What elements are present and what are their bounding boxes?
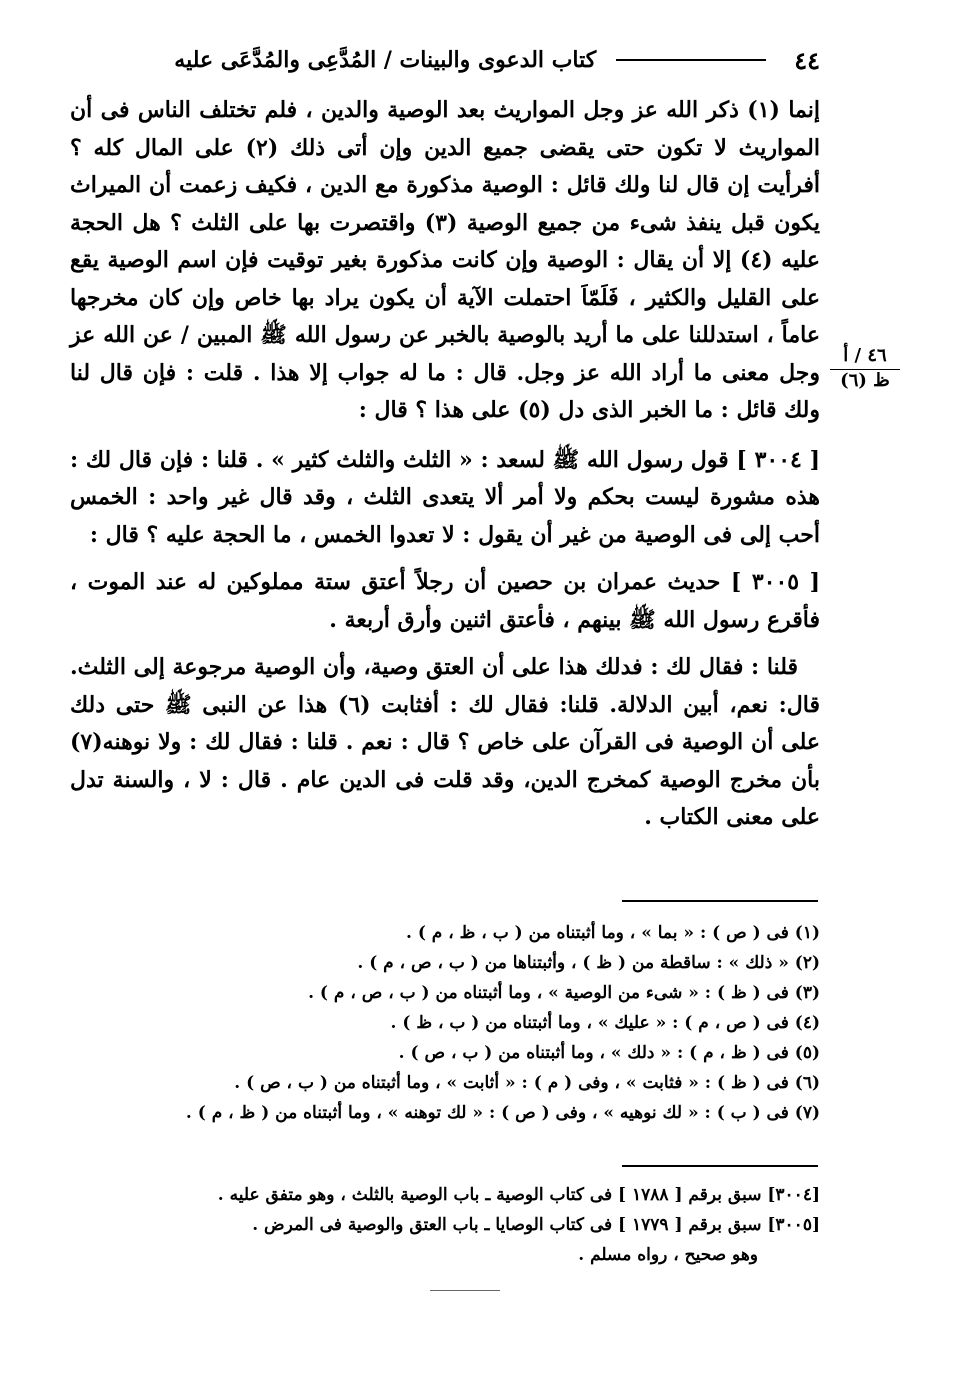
margin-note [830,345,900,392]
conclusion-paragraph: قلنا : فقال لك : فدلك هذا على أن العتق وصية، وأن الوصية مرجوعة إلى الثلث. قال: نعم، أبين الدلالة. قلنا: فقال لك : أفثابت (٦) هذا عن النبى ﷺ حتى دلك على أن الوصية فى القرآن على خاص ؟ قال : نعم . قلنا : فقال لك : ولا نوهنه(٧) بأن مخرج الوصية كمخرج الدين، وقد قلت فى الدين عام . قال : لا ، والسنة تدل على معنى الكتاب . [70,654,820,830]
hadith-sources [180,1180,820,1270]
folio-reference: ٤٦ / أ [830,345,900,370]
sources-separator [622,1165,818,1167]
hadith-3005-paragraph: [ ٣٠٠٥ ] حديث عمران بن حصين أن رجلاً أعتق ستة مملوكين له عند الموت ، فأقرع رسول الله ﷺ بينهم ، فأعتق اثنين وأرق أربعة . [70,569,820,633]
footnote-5: (٥) فى ( ظ ، م ) : « دلك » ، وما أثبتناه من ( ب ، ص ) . [398,1043,820,1063]
header-rule [616,59,766,61]
footnote-7: (٧) فى ( ب ) : « لك نوهيه » ، وفى ( ص ) : « لك توهنه » ، وما أثبتناه من ( ظ ، م ) . [185,1103,820,1123]
page-header [60,40,820,80]
source-3005: [٣٠٠٥] سبق برقم [ ١٧٧٩ ] فى كتاب الوصايا ـ باب العتق والوصية فى المرض . [252,1215,820,1235]
footnotes [185,918,820,1128]
footnote-6: (٦) فى ( ظ ) : « فثابت » ، وفى ( م ) : « أثابت » ، وما أثبتناه من ( ب ، ص ) . [234,1073,820,1093]
footnote-1: (١) فى ( ص ) : « بما » ، وما أثبتناه من ( ب ، ظ ، م ) . [406,923,820,943]
bottom-divider [430,1290,500,1291]
footnote-4: (٤) فى ( ص ، م ) : « عليك » ، وما أثبتناه من ( ب ، ظ ) . [390,1013,820,1033]
footnote-separator [622,900,818,902]
body-text [70,92,820,837]
footnote-2: (٢) « ذلك » : ساقطة من ( ظ ) ، وأثبتناها من ( ب ، ص ، م ) . [357,953,820,973]
running-title: كتاب الدعوى والبينات / المُدَّعِى والمُدَّعَى عليه [174,47,597,73]
source-3005-continuation: وهو صحيح ، رواه مسلم . [578,1245,758,1265]
source-3004: [٣٠٠٤] سبق برقم [ ١٧٨٨ ] فى كتاب الوصية ـ باب الوصية بالثلث ، وهو متفق عليه . [217,1185,820,1205]
page-number: ٤٤ [794,45,820,75]
footnote-3: (٣) فى ( ظ ) : « شىء من الوصية » ، وما أثبتناه من ( ب ، ص ، م ) . [308,983,820,1003]
hadith-3004-paragraph: [ ٣٠٠٤ ] قول رسول الله ﷺ لسعد : « الثلث والثلث كثير » . قلنا : فإن قال لك : هذه مشورة ليست بحكم ولا أمر ألا يتعدى الثلث ، وقد قال غير واحد : الخمس أحب إلى فى الوصية من غير أن يقول : لا تعدوا الخمس ، ما الحجة عليه ؟ قال : [70,446,820,548]
main-paragraph: إنما (١) ذكر الله عز وجل المواريث بعد الوصية والدين ، فلم تختلف الناس فى أن المواريث لا تكون حتى يقضى جميع الدين وإن أتى ذلك (٢) على المال كله ؟ أفرأيت إن قال لنا ولك قائل : الوصية مذكورة مع الدين ، فكيف زعمت أن الميراث يكون قبل ينفذ شىء من جميع الوصية (٣) واقتصرت بها على الثلث ؟ هل الحجة عليه (٤) إلا أن يقال : الوصية وإن كانت مذكورة بغير توقيت فإن اسم الوصية يقع على القليل والكثير ، فَلَمّاَ احتملت الآية أن يكون يراد بها خاص وإن كان مخرجها عاماً ، استدللنا على ما أريد بالوصية بالخبر عن رسول الله ﷺ المبين / عن الله عز وجل معنى ما أراد الله عز وجل. قال : ما له جواب إلا هذا . قلت : فإن قال لنا ولك قائل : ما الخبر الذى دل (٥) على هذا ؟ قال : [70,97,820,423]
manuscript-reference: ظ (٦) [840,370,890,391]
